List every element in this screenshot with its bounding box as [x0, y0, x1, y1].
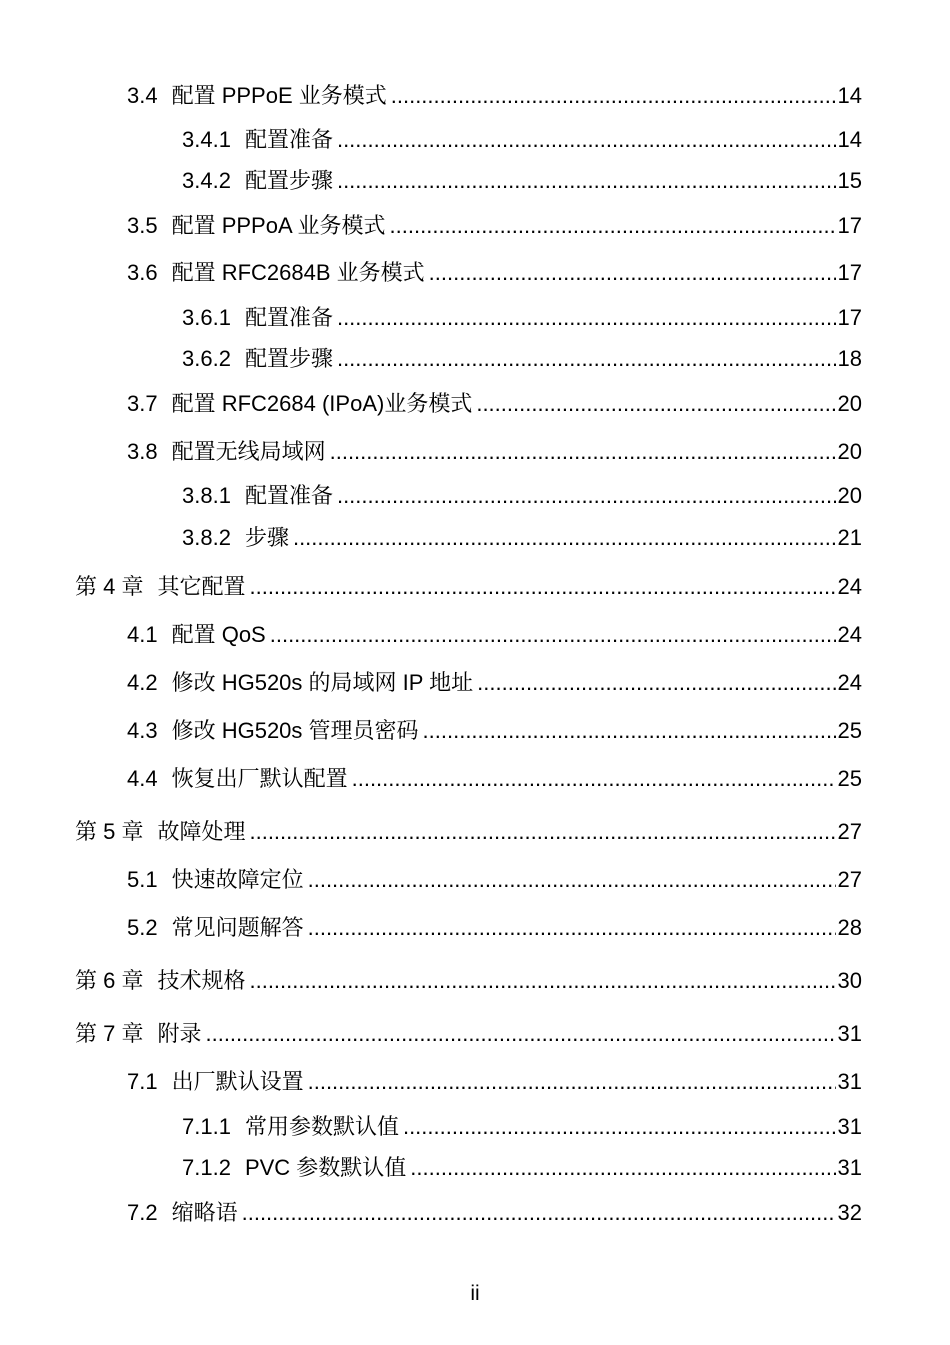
- toc-entry-number: 第 6 章: [75, 968, 144, 993]
- toc-entry-number: 4.2: [127, 670, 158, 695]
- toc-dot-leader: [337, 345, 836, 373]
- toc-entry[interactable]: [182, 524, 862, 552]
- toc-entry[interactable]: [127, 765, 862, 793]
- toc-entry[interactable]: [182, 1113, 862, 1141]
- toc-dot-leader: [337, 304, 836, 332]
- toc-entry-page: 32: [837, 1200, 862, 1225]
- toc-dot-leader: [337, 167, 836, 195]
- toc-dot-leader: [308, 866, 836, 894]
- toc-entry-number: 7.1.2: [182, 1155, 231, 1180]
- toc-entry[interactable]: [127, 621, 862, 649]
- toc-entry-page: 31: [837, 1155, 862, 1180]
- toc-entry[interactable]: [127, 914, 862, 942]
- toc-entry-page: 14: [837, 83, 862, 108]
- toc-entry[interactable]: [182, 304, 862, 332]
- toc-entry-title: 配置准备: [244, 127, 333, 152]
- toc-entry-title: 配置 PPPoE 业务模式: [171, 83, 387, 108]
- toc-entry-page: 17: [837, 213, 862, 238]
- toc-entry-title: 快速故障定位: [171, 867, 304, 892]
- toc-entry[interactable]: [127, 82, 862, 110]
- toc-entry-page: 17: [837, 260, 862, 285]
- toc-entry-page: 15: [837, 168, 862, 193]
- toc-entry-page: 27: [837, 819, 862, 844]
- toc-dot-leader: [337, 126, 836, 154]
- toc-entry-page: 20: [837, 483, 862, 508]
- toc-entry-title: 缩略语: [171, 1200, 238, 1225]
- toc-entry-title: 修改 HG520s 的局域网 IP 地址: [171, 670, 474, 695]
- toc-dot-leader: [337, 482, 836, 510]
- toc-entry-number: 5.1: [127, 867, 158, 892]
- toc-entry-number: 第 7 章: [75, 1021, 144, 1046]
- toc-entry[interactable]: [127, 669, 862, 697]
- toc-entry-title: 常见问题解答: [171, 915, 304, 940]
- toc-dot-leader: [293, 524, 836, 552]
- toc-entry-page: 28: [837, 915, 862, 940]
- toc-entry-page: 31: [837, 1021, 862, 1046]
- toc-entry[interactable]: [182, 345, 862, 373]
- toc-entry-number: 7.1: [127, 1069, 158, 1094]
- toc-entry-title: 附录: [157, 1021, 202, 1046]
- toc-entry-title: 配置准备: [244, 305, 333, 330]
- toc-entry-page: 31: [837, 1069, 862, 1094]
- toc-entry-page: 25: [837, 718, 862, 743]
- toc-chapter-entry[interactable]: [75, 967, 862, 995]
- toc-entry-page: 27: [837, 867, 862, 892]
- toc-dot-leader: [270, 621, 836, 649]
- toc-entry-title: 其它配置: [157, 574, 246, 599]
- toc-entry[interactable]: [127, 438, 862, 466]
- toc-entry-number: 3.7: [127, 391, 158, 416]
- toc-entry-number: 3.4.1: [182, 127, 231, 152]
- toc-chapter-entry[interactable]: [75, 573, 862, 601]
- toc-entry[interactable]: [127, 717, 862, 745]
- toc-entry-page: 30: [837, 968, 862, 993]
- toc-entry[interactable]: [182, 126, 862, 154]
- toc-entry[interactable]: [127, 259, 862, 287]
- toc-entry-title: 配置 QoS: [171, 622, 266, 647]
- toc-entry-page: 25: [837, 766, 862, 791]
- toc-dot-leader: [476, 390, 835, 418]
- toc-entry-number: 7.2: [127, 1200, 158, 1225]
- toc-entry-page: 17: [837, 305, 862, 330]
- toc-entry-number: 3.6: [127, 260, 158, 285]
- toc-dot-leader: [352, 765, 836, 793]
- toc-entry-page: 21: [837, 525, 862, 550]
- toc-entry-title: 常用参数默认值: [244, 1114, 399, 1139]
- toc-entry-number: 第 5 章: [75, 819, 144, 844]
- toc-dot-leader: [330, 438, 836, 466]
- toc-entry-title: 配置步骤: [244, 346, 333, 371]
- toc-dot-leader: [477, 669, 835, 697]
- toc-entry-title: 出厂默认设置: [171, 1069, 304, 1094]
- toc-entry-page: 24: [837, 622, 862, 647]
- toc-entry-title: PVC 参数默认值: [244, 1155, 407, 1180]
- toc-entry-number: 4.3: [127, 718, 158, 743]
- toc-entry-page: 24: [837, 670, 862, 695]
- toc-entry-title: 配置步骤: [244, 168, 333, 193]
- toc-entry-page: 24: [837, 574, 862, 599]
- toc-dot-leader: [391, 82, 836, 110]
- toc-entry[interactable]: [127, 390, 862, 418]
- toc-entry-page: 18: [837, 346, 862, 371]
- toc-entry-title: 配置准备: [244, 483, 333, 508]
- toc-entry-number: 3.8.1: [182, 483, 231, 508]
- toc-dot-leader: [403, 1113, 836, 1141]
- toc-entry-number: 3.8: [127, 439, 158, 464]
- toc-entry-page: 20: [837, 439, 862, 464]
- toc-entry-title: 恢复出厂默认配置: [171, 766, 348, 791]
- toc-entry[interactable]: [127, 1199, 862, 1227]
- toc-entry-title: 配置 RFC2684B 业务模式: [171, 260, 425, 285]
- toc-entry-number: 3.4: [127, 83, 158, 108]
- toc-entry-number: 7.1.1: [182, 1114, 231, 1139]
- toc-dot-leader: [308, 1068, 836, 1096]
- toc-entry[interactable]: [127, 866, 862, 894]
- toc-entry[interactable]: [182, 1154, 862, 1182]
- toc-entry-number: 3.6.2: [182, 346, 231, 371]
- toc-entry-title: 步骤: [244, 525, 289, 550]
- toc-entry-title: 配置 PPPoA 业务模式: [171, 213, 386, 238]
- toc-dot-leader: [205, 1020, 835, 1048]
- toc-entry-title: 故障处理: [157, 819, 246, 844]
- toc-entry[interactable]: [182, 482, 862, 510]
- toc-entry-title: 配置无线局域网: [171, 439, 326, 464]
- toc-dot-leader: [308, 914, 836, 942]
- toc-entry-title: 技术规格: [157, 968, 246, 993]
- toc-entry-page: 20: [837, 391, 862, 416]
- toc-entry-title: 修改 HG520s 管理员密码: [171, 718, 419, 743]
- toc-entry-number: 3.4.2: [182, 168, 231, 193]
- toc-dot-leader: [390, 212, 836, 240]
- toc-entry-number: 3.5: [127, 213, 158, 238]
- toc-entry-number: 4.1: [127, 622, 158, 647]
- toc-entry-number: 3.6.1: [182, 305, 231, 330]
- toc-dot-leader: [410, 1154, 835, 1182]
- toc-dot-leader: [423, 717, 836, 745]
- toc-entry[interactable]: [182, 167, 862, 195]
- toc-dot-leader: [429, 259, 836, 287]
- toc-dot-leader: [242, 1199, 836, 1227]
- toc-entry-number: 第 4 章: [75, 574, 144, 599]
- toc-chapter-entry[interactable]: [75, 1020, 862, 1048]
- toc-entry-number: 5.2: [127, 915, 158, 940]
- toc-dot-leader: [249, 573, 835, 601]
- toc-dot-leader: [249, 818, 835, 846]
- toc-entry-title: 配置 RFC2684 (IPoA)业务模式: [171, 391, 473, 416]
- toc-entry[interactable]: [127, 212, 862, 240]
- toc-entry-page: 14: [837, 127, 862, 152]
- page-number: ii: [470, 1282, 480, 1305]
- toc-entry-number: 4.4: [127, 766, 158, 791]
- toc-entry-number: 3.8.2: [182, 525, 231, 550]
- toc-chapter-entry[interactable]: [75, 818, 862, 846]
- toc-dot-leader: [249, 967, 835, 995]
- toc-entry-page: 31: [837, 1114, 862, 1139]
- toc-entry[interactable]: [127, 1068, 862, 1096]
